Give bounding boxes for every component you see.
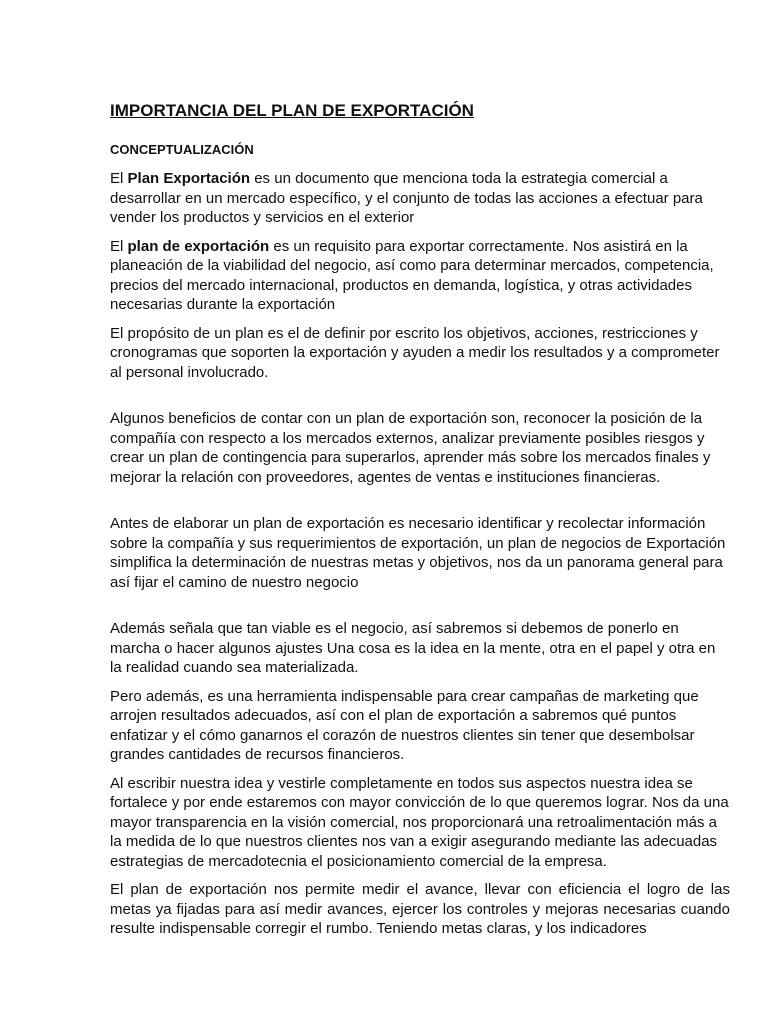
- paragraph-3: El propósito de un plan es el de definir por escrito los objetivos, acciones, restricciones y cronogramas que soporten la exportación y ayuden a medir los resultados y a comprometer al personal involucrado.: [110, 324, 720, 381]
- paragraph-1-bold: Plan Exportación: [127, 170, 251, 187]
- document-title: IMPORTANCIA DEL PLAN DE EXPORTACIÓN: [110, 101, 474, 120]
- paragraph-4: Algunos beneficios de contar con un plan de exportación son, reconocer la posición de la compañía con respecto a los mercados externos, analizar previamente posibles riesgos y crear un plan de contingencia para superarlos, aprender más sobre los mercados finales y mejorar la relación con proveedores, agentes de ventas e instituciones financieras.: [110, 410, 711, 486]
- paragraph-6: Además señala que tan viable es el negocio, así sabremos si debemos de ponerlo en marcha o hacer algunos ajustes Una cosa es la idea en la mente, otra en el papel y otra en la realidad cuando sea materializada.: [110, 620, 716, 676]
- paragraph-1: [110, 169, 730, 228]
- paragraph-1-pre: El: [110, 170, 128, 187]
- paragraph-8: Al escribir nuestra idea y vestirle completamente en todos sus aspectos nuestra idea se fortalece y por ende estaremos con mayor convicción de lo que queremos lograr. Nos da una mayor transparencia en la visión comercial, nos proporcionará una retroalimentación más a la medida de lo que nuestros clientes nos van a exigir asegurando mediante las adecuadas estrategias de mercadotecnia el posicionamiento comercial de la empresa.: [110, 774, 729, 870]
- document-page: [110, 100, 730, 948]
- paragraph-2-post: es un requisito para exportar correctamente. Nos asistirá en la planeación de la viabilidad del negocio, así como para determinar mercados, competencia, precios del mercado internacional, productos en demanda, logística, y otras actividades necesarias durante la exportación: [110, 237, 714, 313]
- paragraph-9: El plan de exportación nos permite medir el avance, llevar con eficiencia el logro de las metas ya fijadas para así medir avances, ejercer los controles y mejoras necesarias cuando resulte indispensable corregir el rumbo. Teniendo metas claras, y los indicadores: [110, 881, 730, 937]
- section-subtitle: CONCEPTUALIZACIÓN: [110, 142, 254, 157]
- paragraph-1-post: es un documento que menciona toda la estrategia comercial a desarrollar en un mercado específico, y el conjunto de todas las acciones a efectuar para vender los productos y servicios en el exterior: [110, 170, 703, 226]
- paragraph-2-pre: El: [110, 237, 128, 255]
- paragraph-5: Antes de elaborar un plan de exportación es necesario identificar y recolectar información sobre la compañía y sus requerimientos de exportación, un plan de negocios de Exportación simplifica la determinación de nuestras metas y objetivos, nos da un panorama general para así fijar el camino de nuestro negocio: [110, 515, 726, 591]
- paragraph-2-bold: plan de exportación: [127, 237, 270, 255]
- paragraph-7: Pero además, es una herramienta indispensable para crear campañas de marketing que arrojen resultados adecuados, así con el plan de exportación a sabremos qué puntos enfatizar y el cómo ganarnos el corazón de nuestros clientes sin tener que desembolsar grandes cantidades de recursos financieros.: [110, 687, 699, 763]
- paragraph-2: [110, 237, 730, 315]
